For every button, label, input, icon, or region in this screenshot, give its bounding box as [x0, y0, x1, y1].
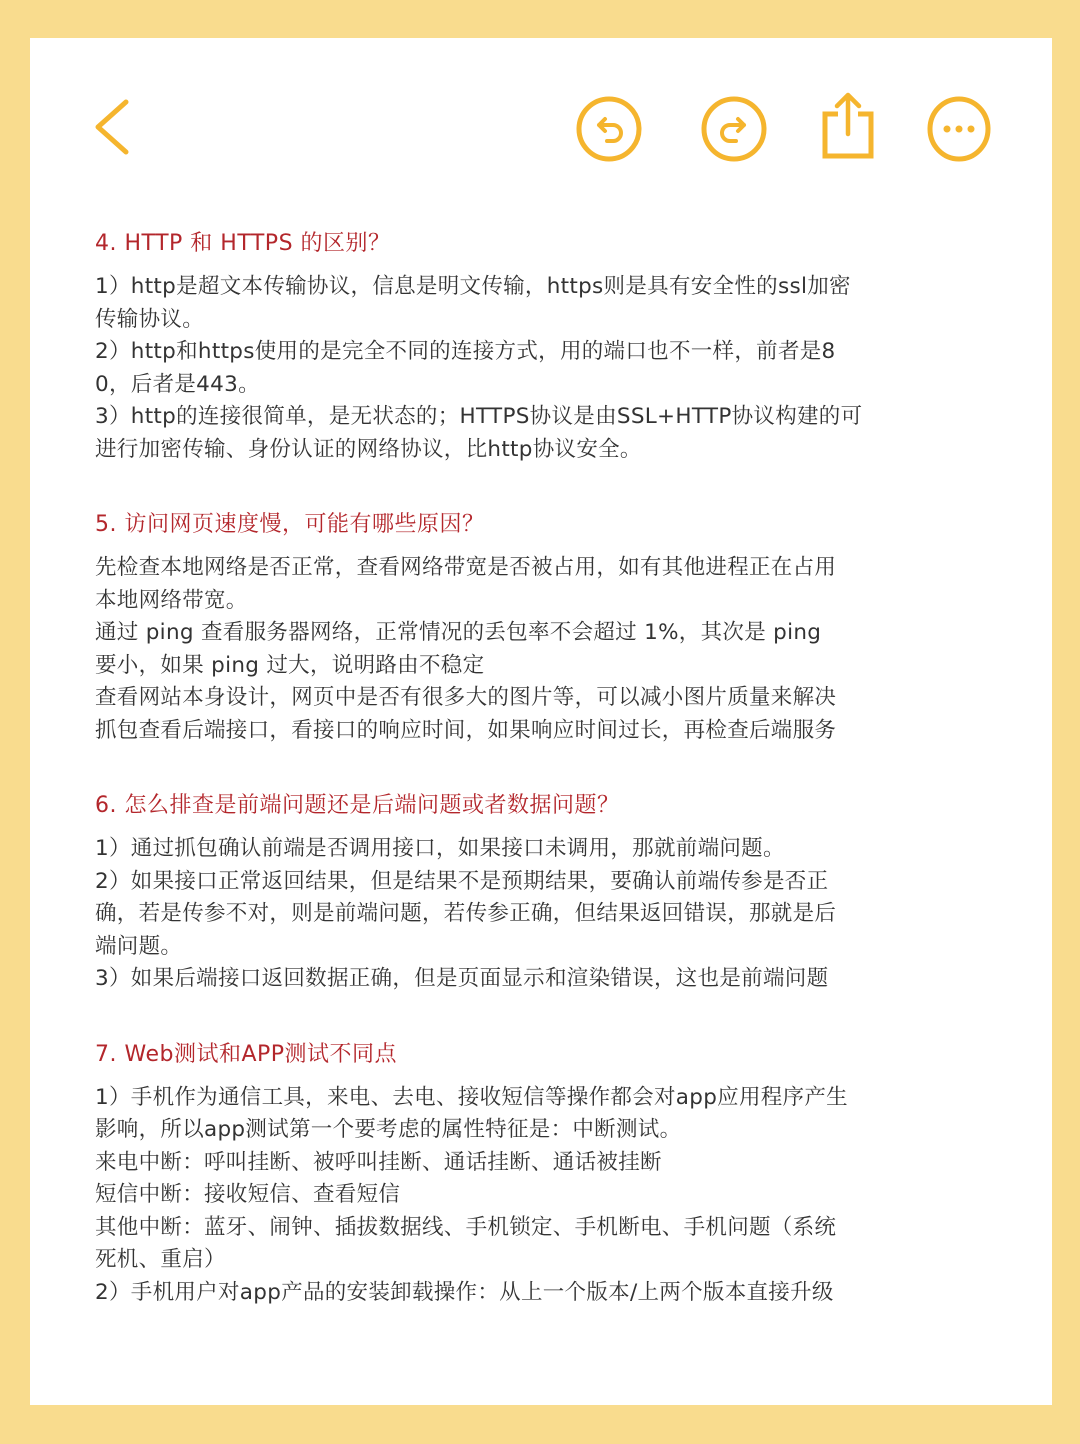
body-text-line: 2）手机用户对app产品的安装卸载操作：从上一个版本/上两个版本直接升级: [95, 1279, 834, 1305]
body-text-line: 查看网站本身设计，网页中是否有很多大的图片等，可以减小图片质量来解决: [95, 685, 837, 710]
body-text-line: 先检查本地网络是否正常，查看网络带宽是否被占用，如有其他进程正在占用: [95, 555, 837, 580]
qa-section: [95, 509, 995, 747]
body-text-line: 本地网络带宽。: [95, 587, 248, 613]
section-heading: 5. 访问网页速度慢，可能有哪些原因？: [95, 512, 485, 537]
body-text-line: 2）如果接口正常返回结果，但是结果不是预期结果，要确认前端传参是否正: [95, 868, 829, 894]
body-text-line: 2）http和https使用的是完全不同的连接方式，用的端口也不一样，前者是8: [95, 339, 836, 364]
body-text-line: 其他中断：蓝牙、闹钟、插拔数据线、手机锁定、手机断电、手机问题（系统: [95, 1214, 837, 1240]
body-text-line: 3）如果后端接口返回数据正确，但是页面显示和渲染错误，这也是前端问题: [95, 966, 829, 991]
body-text-line: 进行加密传输、身份认证的网络协议，比http协议安全。: [95, 436, 642, 462]
more-icon[interactable]: [926, 95, 992, 163]
body-text-line: 3）http的连接很简单，是无状态的；HTTPS协议是由SSL+HTTP协议构建的可: [95, 404, 863, 429]
body-text-line: 0，后者是443。: [95, 371, 260, 397]
body-text-line: 通过 ping 查看服务器网络，正常情况的丢包率不会超过 1%，其次是 ping: [95, 620, 822, 645]
qa-section: [95, 228, 995, 466]
body-text-line: 短信中断：接收短信、查看短信: [95, 1182, 401, 1207]
qa-section: [95, 790, 995, 996]
body-text-line: 来电中断：呼叫挂断、被呼叫挂断、通话挂断、通话被挂断: [95, 1149, 662, 1175]
undo-icon[interactable]: [575, 95, 643, 163]
redo-icon[interactable]: [700, 95, 768, 163]
section-heading: 4. HTTP 和 HTTPS 的区别？: [95, 231, 391, 256]
note-card: [30, 38, 1052, 1405]
toolbar: [30, 38, 1052, 218]
body-text-line: 死机、重启）: [95, 1247, 226, 1272]
section-heading: 6. 怎么排查是前端问题还是后端问题或者数据问题？: [95, 793, 620, 818]
body-text-line: 1）http是超文本传输协议，信息是明文传输，https则是具有安全性的ssl加密: [95, 274, 851, 299]
body-text-line: 传输协议。: [95, 306, 205, 332]
note-content: [95, 228, 995, 1352]
body-text-line: 确，若是传参不对，则是前端问题，若传参正确，但结果返回错误，那就是后: [95, 901, 837, 926]
body-text-line: 1）通过抓包确认前端是否调用接口，如果接口未调用，那就前端问题。: [95, 836, 785, 861]
body-text-line: 影响，所以app测试第一个要考虑的属性特征是：中断测试。: [95, 1117, 682, 1142]
section-heading: 7. Web测试和APP测试不同点: [95, 1041, 398, 1067]
qa-section: [95, 1039, 995, 1310]
body-text-line: 抓包查看后端接口，看接口的响应时间，如果响应时间过长，再检查后端服务: [95, 717, 837, 743]
body-text-line: 1）手机作为通信工具，来电、去电、接收短信等操作都会对app应用程序产生: [95, 1084, 848, 1110]
body-text-line: 要小，如果 ping 过大，说明路由不稳定: [95, 652, 485, 678]
back-icon[interactable]: [92, 98, 132, 156]
body-text-line: 端问题。: [95, 933, 183, 959]
share-icon[interactable]: [820, 90, 876, 160]
